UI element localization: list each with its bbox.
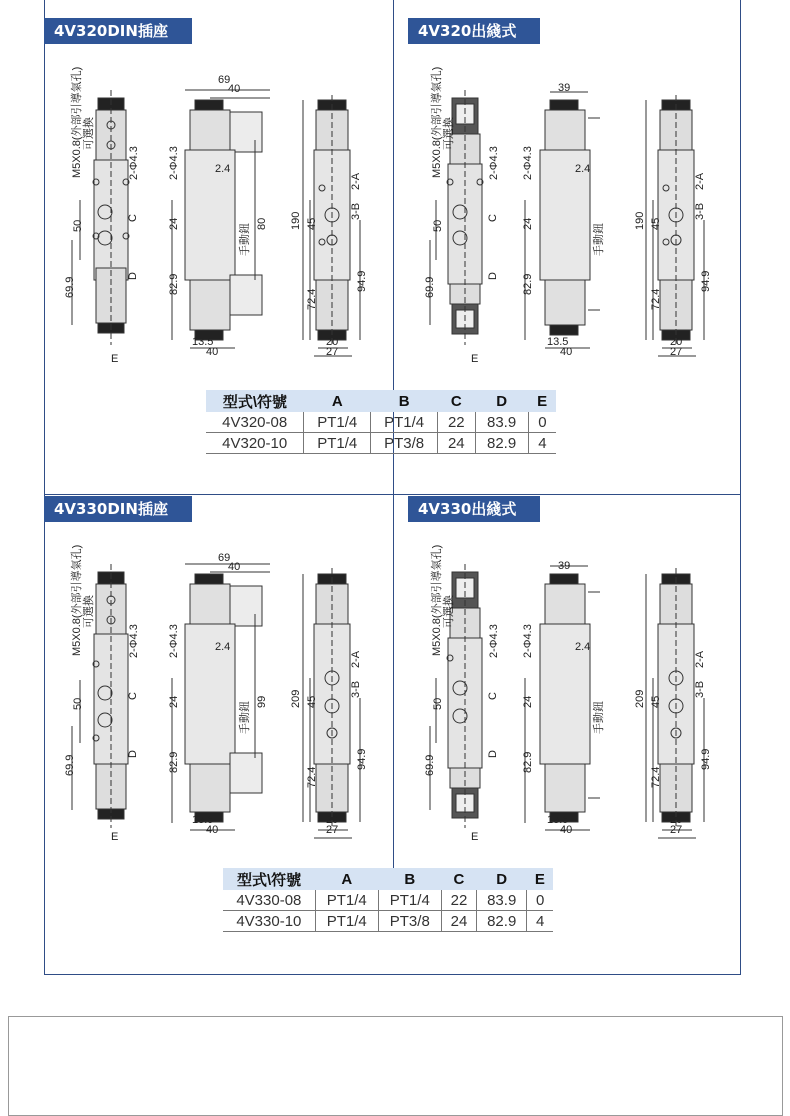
dimension-label: 69 bbox=[218, 552, 231, 564]
header-c: C bbox=[438, 390, 475, 412]
header-e: E bbox=[527, 868, 553, 890]
dimension-label: 可選換 bbox=[83, 595, 95, 628]
dimension-label: D bbox=[127, 750, 139, 758]
dimension-label: 3-B bbox=[694, 202, 706, 220]
dimension-label: 40 bbox=[560, 824, 573, 836]
cell-a: PT1/4 bbox=[315, 911, 378, 932]
dimension-label: 13.5 bbox=[547, 336, 569, 348]
dimension-label: 82.9 bbox=[522, 273, 534, 295]
dimension-label: 2-Φ4.3 bbox=[522, 146, 534, 180]
cell-b: PT3/8 bbox=[378, 911, 441, 932]
section-title-4v320-wire: 4V320出綫式 bbox=[408, 18, 540, 44]
dimension-label: 3-B bbox=[350, 680, 362, 698]
dimension-label: 2-A bbox=[350, 650, 362, 668]
dimension-label: 69 bbox=[218, 74, 231, 86]
dimension-label: 69.9 bbox=[64, 276, 76, 298]
dimension-label: 82.9 bbox=[522, 751, 534, 773]
header-c: C bbox=[441, 868, 476, 890]
dimension-label: 手動鈕 bbox=[593, 223, 605, 256]
dimension-label: 190 bbox=[634, 211, 646, 230]
spec-table-4v320 bbox=[206, 390, 556, 454]
dimension-label: 2-A bbox=[350, 172, 362, 190]
dimension-label: 2-Φ4.3 bbox=[522, 624, 534, 658]
dimension-label: 190 bbox=[290, 211, 302, 230]
cell-d: 82.9 bbox=[477, 911, 527, 932]
dimension-label: 24 bbox=[168, 217, 180, 230]
cell-d: 82.9 bbox=[475, 433, 528, 454]
dimension-label: 40 bbox=[206, 346, 219, 358]
dimension-label: M5X0.8(外部引導氣孔) bbox=[71, 544, 83, 656]
header-model: 型式\符號 bbox=[206, 390, 304, 412]
dimension-label: E bbox=[471, 353, 479, 365]
dimension-label: 20 bbox=[326, 336, 339, 348]
dimension-label: 40 bbox=[228, 561, 241, 573]
cell-c: 22 bbox=[438, 412, 475, 433]
cell-e: 4 bbox=[527, 911, 553, 932]
dimension-label: C bbox=[127, 692, 139, 700]
cell-b: PT3/8 bbox=[371, 433, 438, 454]
side-view bbox=[525, 566, 600, 830]
cell-model: 4V320-08 bbox=[206, 412, 304, 433]
dimension-label: 27 bbox=[670, 346, 683, 358]
table-row bbox=[206, 433, 556, 454]
dimension-label: 45 bbox=[306, 217, 318, 230]
cell-b: PT1/4 bbox=[378, 890, 441, 911]
header-model: 型式\符號 bbox=[223, 868, 315, 890]
dimension-label: 94.9 bbox=[700, 270, 712, 292]
cell-e: 0 bbox=[528, 412, 556, 433]
dimension-label: 40 bbox=[560, 346, 573, 358]
dimension-label: 2-Φ4.3 bbox=[168, 624, 180, 658]
dimension-label: 手動鈕 bbox=[239, 701, 251, 734]
dimension-label: E bbox=[111, 831, 119, 843]
dimension-label: 13.5 bbox=[547, 814, 569, 826]
dimension-label: 13.5 bbox=[192, 814, 214, 826]
table-header-row bbox=[223, 868, 553, 890]
header-a: A bbox=[315, 868, 378, 890]
cell-model: 4V320-10 bbox=[206, 433, 304, 454]
dimension-label: 20 bbox=[670, 336, 683, 348]
section-title-4v330-din: 4V330DIN插座式 bbox=[44, 496, 192, 522]
dimension-label: E bbox=[111, 353, 119, 365]
dimension-label: 2-Φ4.3 bbox=[488, 146, 500, 180]
dimension-label: 39 bbox=[558, 560, 571, 572]
drawing-4v330-wire bbox=[420, 548, 730, 848]
dimension-label: 手動鈕 bbox=[593, 701, 605, 734]
dimension-label: C bbox=[487, 692, 499, 700]
dimension-label: 2-A bbox=[694, 650, 706, 668]
dimension-label: 94.9 bbox=[356, 270, 368, 292]
dimension-label: D bbox=[127, 272, 139, 280]
dimension-label: M5X0.8(外部引導氣孔) bbox=[431, 544, 443, 656]
dimension-label: 50 bbox=[72, 219, 84, 232]
cell-a: PT1/4 bbox=[315, 890, 378, 911]
cell-d: 83.9 bbox=[475, 412, 528, 433]
dimension-label: 72.4 bbox=[306, 288, 318, 310]
drawing-4v320-din bbox=[60, 70, 380, 370]
dimension-label: 45 bbox=[306, 695, 318, 708]
cell-c: 24 bbox=[438, 433, 475, 454]
dimension-label: 94.9 bbox=[356, 748, 368, 770]
dimension-label: 2.4 bbox=[215, 641, 231, 653]
dimension-label: 72.4 bbox=[306, 766, 318, 788]
dimension-label: D bbox=[487, 272, 499, 280]
table-header-row bbox=[206, 390, 556, 412]
dimension-label: 27 bbox=[670, 824, 683, 836]
spec-table-4v330 bbox=[223, 868, 553, 932]
cell-c: 22 bbox=[441, 890, 476, 911]
dimension-label: D bbox=[487, 750, 499, 758]
empty-bottom-box bbox=[8, 1016, 783, 1116]
dimension-label: 可選換 bbox=[443, 117, 455, 150]
dimension-label: 2-Φ4.3 bbox=[128, 624, 140, 658]
cell-e: 4 bbox=[528, 433, 556, 454]
dimension-label: 50 bbox=[72, 697, 84, 710]
column-divider-bottom bbox=[393, 494, 394, 874]
header-a: A bbox=[304, 390, 371, 412]
dimension-label: 209 bbox=[290, 689, 302, 708]
dimension-label: 40 bbox=[206, 824, 219, 836]
dimension-label: 72.4 bbox=[650, 288, 662, 310]
dimension-label: 50 bbox=[432, 219, 444, 232]
dimension-label: 2.4 bbox=[575, 641, 591, 653]
dimension-label: 209 bbox=[634, 689, 646, 708]
dimension-label: M5X0.8(外部引導氣孔) bbox=[71, 66, 83, 178]
dimension-label: 3-B bbox=[694, 680, 706, 698]
table-row bbox=[223, 890, 553, 911]
dimension-label: 72.4 bbox=[650, 766, 662, 788]
dimension-label: 13.5 bbox=[192, 336, 214, 348]
cell-b: PT1/4 bbox=[371, 412, 438, 433]
cell-c: 24 bbox=[441, 911, 476, 932]
table-row bbox=[223, 911, 553, 932]
header-d: D bbox=[475, 390, 528, 412]
dimension-label: 45 bbox=[650, 217, 662, 230]
drawing-4v320-wire bbox=[420, 70, 730, 370]
header-e: E bbox=[528, 390, 556, 412]
table-row bbox=[206, 412, 556, 433]
section-title-4v320-din: 4V320DIN插座式 bbox=[44, 18, 192, 44]
cell-a: PT1/4 bbox=[304, 433, 371, 454]
dimension-label: E bbox=[471, 831, 479, 843]
dimension-label: 80 bbox=[256, 217, 268, 230]
dimension-label: 69.9 bbox=[424, 276, 436, 298]
dimension-label: 82.9 bbox=[168, 751, 180, 773]
drawing-4v330-din bbox=[60, 548, 380, 848]
dimension-label: 99 bbox=[256, 695, 268, 708]
dimension-label: 94.9 bbox=[700, 748, 712, 770]
dimension-label: 82.9 bbox=[168, 273, 180, 295]
dimension-label: 24 bbox=[522, 695, 534, 708]
dimension-label: 39 bbox=[558, 82, 571, 94]
side-view bbox=[525, 92, 600, 348]
dimension-label: 69.9 bbox=[64, 754, 76, 776]
dimension-label: 2.4 bbox=[215, 163, 231, 175]
dimension-label: 2-A bbox=[694, 172, 706, 190]
dimension-label: 40 bbox=[228, 83, 241, 95]
dimension-label: 27 bbox=[326, 824, 339, 836]
header-b: B bbox=[371, 390, 438, 412]
dimension-label: 20 bbox=[326, 814, 339, 826]
dimension-label: 20 bbox=[670, 814, 683, 826]
header-d: D bbox=[477, 868, 527, 890]
cell-d: 83.9 bbox=[477, 890, 527, 911]
dimension-label: 69.9 bbox=[424, 754, 436, 776]
dimension-label: 24 bbox=[522, 217, 534, 230]
dimension-label: 2-Φ4.3 bbox=[488, 624, 500, 658]
dimension-label: 27 bbox=[326, 346, 339, 358]
cell-model: 4V330-10 bbox=[223, 911, 315, 932]
dimension-label: 2-Φ4.3 bbox=[168, 146, 180, 180]
dimension-label: 可選換 bbox=[443, 595, 455, 628]
dimension-label: 45 bbox=[650, 695, 662, 708]
dimension-label: C bbox=[487, 214, 499, 222]
dimension-label: C bbox=[127, 214, 139, 222]
cell-a: PT1/4 bbox=[304, 412, 371, 433]
section-title-4v330-wire: 4V330出綫式 bbox=[408, 496, 540, 522]
dimension-label: 2-Φ4.3 bbox=[128, 146, 140, 180]
dimension-label: 3-B bbox=[350, 202, 362, 220]
dimension-label: 2.4 bbox=[575, 163, 591, 175]
dimension-label: 手動鈕 bbox=[239, 223, 251, 256]
dimension-label: 24 bbox=[168, 695, 180, 708]
dimension-label: 50 bbox=[432, 697, 444, 710]
dimension-label: M5X0.8(外部引導氣孔) bbox=[431, 66, 443, 178]
dimension-label: 可選換 bbox=[83, 117, 95, 150]
cell-model: 4V330-08 bbox=[223, 890, 315, 911]
cell-e: 0 bbox=[527, 890, 553, 911]
header-b: B bbox=[378, 868, 441, 890]
